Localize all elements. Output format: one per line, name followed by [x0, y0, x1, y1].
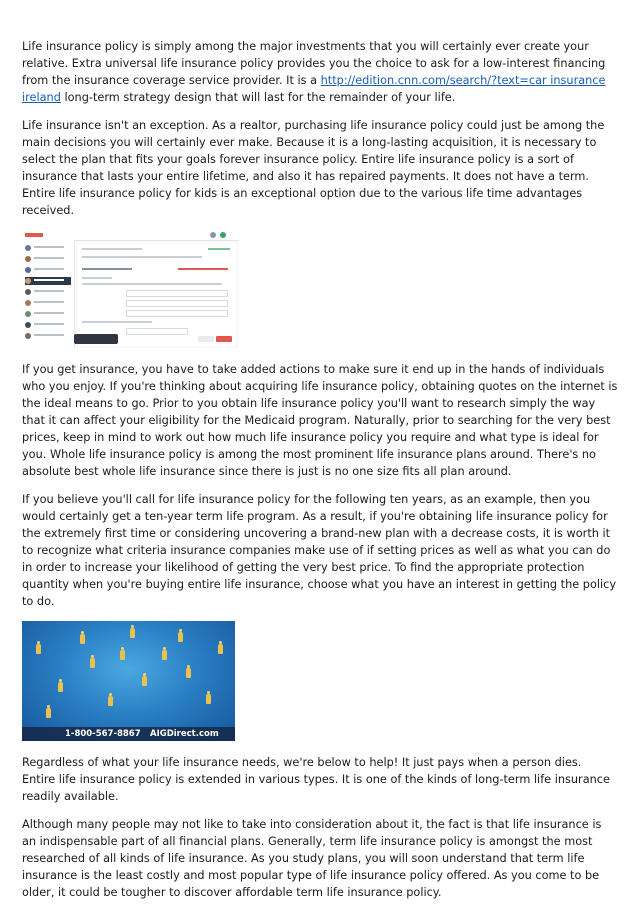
crm-section-title — [82, 268, 132, 270]
ad-phone-number: 1-800-567-8867 — [65, 729, 141, 739]
crm-contact-row — [25, 255, 71, 263]
crm-save-button — [216, 336, 232, 342]
crm-line — [82, 283, 222, 285]
crm-field — [126, 310, 228, 317]
paragraph-5: Regardless of what your life insurance needs, we're below to help! It just pays when a person dies. Entire life insurance policy is extended in various types. It is one of the kinds of long-term life insurance readily available. — [22, 756, 610, 803]
article — [22, 38, 618, 912]
crm-line — [82, 321, 152, 323]
crm-contact-row — [25, 332, 71, 340]
ad-brand-name: AIGDirect.com — [150, 729, 219, 739]
crm-contact-row — [25, 288, 71, 296]
crm-contact-list — [22, 240, 75, 348]
crm-contact-row — [25, 310, 71, 318]
crm-field — [126, 290, 228, 297]
person-figure-icon — [120, 647, 125, 660]
crm-user-icon — [210, 232, 216, 238]
crm-pager — [74, 334, 118, 344]
paragraph-6: Although many people may not like to take into consideration about it, the fact is that life insurance is an indispensable part of all financial plans. Generally, term life insurance policy is amongst the most researched of all kinds of life insurance. As you study plans, you will soon understand that term life insurance is the least costly and most popular type of life insurance policy offered. As you come to be older, it could be tougher to discover affordable term life insurance policy. — [22, 818, 602, 899]
crm-logo — [25, 233, 43, 237]
crm-contact-row — [25, 244, 71, 252]
person-figure-icon — [80, 631, 85, 644]
aig-ad-image — [22, 621, 235, 741]
person-figure-icon — [162, 647, 167, 660]
crm-tabs — [82, 248, 142, 250]
paragraph-1 — [22, 38, 618, 106]
person-figure-icon — [186, 665, 191, 678]
person-figure-icon — [142, 673, 147, 686]
person-figure-icon — [206, 691, 211, 704]
crm-contact-row-selected — [25, 277, 71, 285]
crm-line — [82, 256, 202, 258]
crm-cancel-button — [198, 336, 214, 342]
crm-contact-row — [25, 299, 71, 307]
crm-tag — [208, 248, 230, 250]
person-figure-icon — [58, 679, 63, 692]
crm-contact-row — [25, 266, 71, 274]
crm-field — [126, 328, 188, 335]
crm-status-icon — [220, 232, 226, 238]
person-figure-icon — [108, 693, 113, 706]
person-figure-icon — [36, 641, 41, 654]
crm-contact-row — [25, 321, 71, 329]
crm-label — [82, 277, 112, 279]
person-figure-icon — [178, 629, 183, 642]
crm-screenshot-image — [22, 230, 239, 348]
crm-section-link — [178, 268, 228, 270]
crm-detail-panel — [78, 244, 236, 346]
car-insurance-link[interactable]: http://edition.cnn.com/search/?text=car insurance ireland — [22, 74, 606, 104]
person-figure-icon — [130, 625, 135, 638]
paragraph-4: If you believe you'll call for life insurance policy for the following ten years, as an example, then you would certainly get a ten-year term life program. As a result, if you're obtaining life insurance policy for the extremely first time or considering uncovering a brand-new plan with a decrease costs, it is worth it to recognize what criteria insurance companies make use of if setting prices as well as what you can do in order to increase your likelihood of getting the very best price. To find the appropriate protection quantity when you're buying entire life insurance, choose what you have an interest in getting the policy to do. — [22, 493, 617, 608]
paragraph-1-text-after: long-term strategy design that will last for the remainder of your life. — [60, 91, 456, 104]
paragraph-3: If you get insurance, you have to take added actions to make sure it end up in the hands of individuals who you enjoy. If you're thinking about acquiring life insurance policy, obtaining quotes on the internet is the ideal means to go. Prior to you obtain life insurance policy you'll want to research simply the way that it can affect your eligibility for the Medicaid program. Naturally, prior to searching for the very best prices, keep in mind to work out how much life insurance policy you require and what type is ideal for you. Whole life insurance policy is among the most prominent life insurance plans around. There's no absolute best whole life insurance since there is just is no one size fits all plan around. — [22, 363, 618, 478]
person-figure-icon — [46, 705, 51, 718]
person-figure-icon — [218, 641, 223, 654]
paragraph-1-text-before: Life insurance policy is simply among the major investments that you will certainly ever create your relative. Extra universal life insurance policy provides you the choice to ask for a low-interest financing from the insurance coverage service provider. It is a — [22, 40, 606, 87]
paragraph-2: Life insurance isn't an exception. As a realtor, purchasing life insurance policy could just be among the main decisions you will certainly ever make. Because it is a long-lasting acquisition, it is necessary to select the plan that fits your goals forever insurance policy. Entire life insurance policy is a sort of insurance that lasts your entire lifetime, and also it has repaired payments. It does not have a term. Entire life insurance policy for kids is an exceptional option due to the various life time advantages received. — [22, 119, 605, 217]
person-figure-icon — [90, 655, 95, 668]
crm-field — [126, 300, 228, 307]
ad-footer-strip — [22, 727, 235, 741]
